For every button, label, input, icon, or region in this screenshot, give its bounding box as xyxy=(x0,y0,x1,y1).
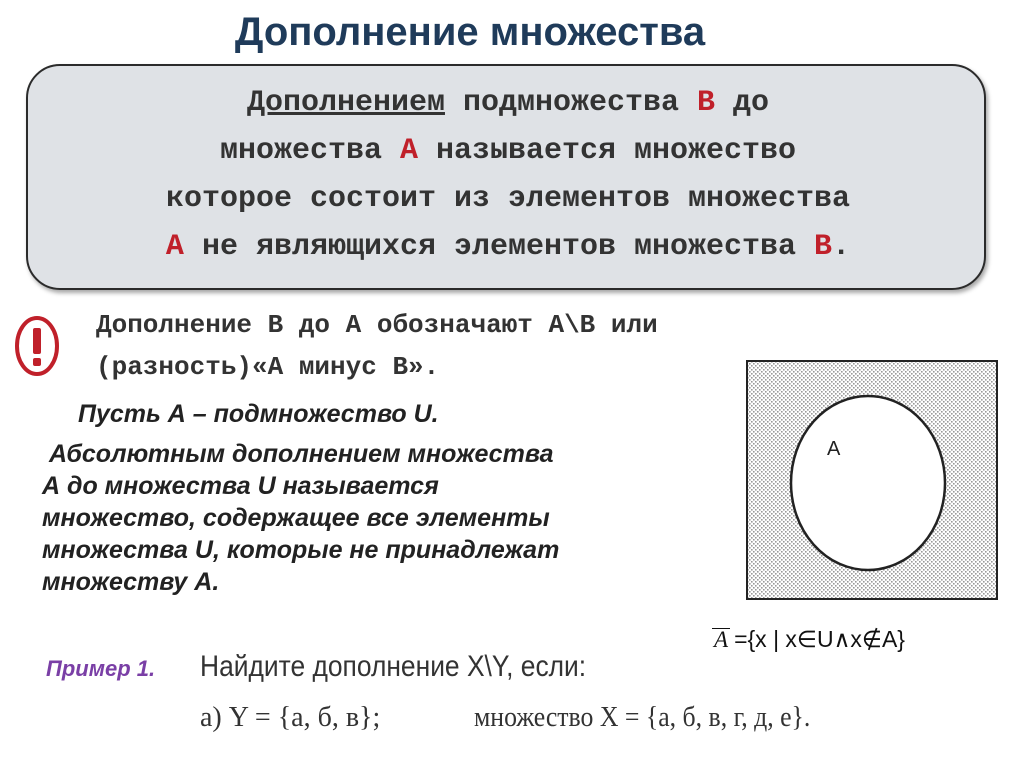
notation-line-1: Дополнение B до A обозначают A\B или xyxy=(96,310,658,340)
definition-line-2 xyxy=(28,134,988,168)
definition-text: называется множество xyxy=(417,134,797,168)
set-b-label: B xyxy=(814,230,833,264)
notation-line-2: (разность)«A минус B». xyxy=(96,352,440,382)
exclamation-circle-icon xyxy=(14,314,60,383)
page-title: Дополнение множества xyxy=(234,10,706,54)
definition-text: . xyxy=(832,230,851,264)
complement-symbol: A xyxy=(714,627,729,652)
definition-line: множество, содержащее все элементы xyxy=(42,504,550,532)
definition-line-1 xyxy=(28,86,988,120)
definition-text: множества xyxy=(219,134,400,168)
example-part-a: а) Y = {а, б, в}; xyxy=(200,702,381,733)
absolute-complement-definition xyxy=(42,438,712,598)
definition-text: не являющихся элементов множества xyxy=(183,230,815,264)
definition-text: подмножества xyxy=(444,86,698,120)
definition-line: А до множества U называется xyxy=(42,472,439,500)
set-b-label: B xyxy=(697,86,716,120)
let-statement: Пусть А – подмножество U. xyxy=(78,400,439,428)
set-a-label: A xyxy=(165,230,184,264)
set-a-ellipse xyxy=(791,396,945,570)
definition-line-3: которое состоит из элементов множества xyxy=(165,182,851,216)
complement-formula xyxy=(712,626,905,653)
definition-line: Абсолютным дополнением множества xyxy=(42,440,554,468)
example-task: Найдите дополнение X\Y, если: xyxy=(200,650,587,683)
definition-text: до xyxy=(715,86,770,120)
venn-set-label: A xyxy=(827,438,841,460)
formula-text: ={x | x∈U∧x∉A} xyxy=(734,626,905,652)
definition-line: множества U, которые не принадлежат xyxy=(42,536,560,564)
set-a-label: A xyxy=(399,134,418,168)
definition-line-4 xyxy=(28,230,988,264)
definition-line: множеству А. xyxy=(42,568,220,596)
example-universe: множество X = {а, б, в, г, д, е}. xyxy=(474,702,811,733)
example-label: Пример 1. xyxy=(46,656,156,681)
definition-term: Дополнением xyxy=(246,86,445,120)
definition-box xyxy=(26,64,986,290)
venn-diagram xyxy=(745,359,999,606)
